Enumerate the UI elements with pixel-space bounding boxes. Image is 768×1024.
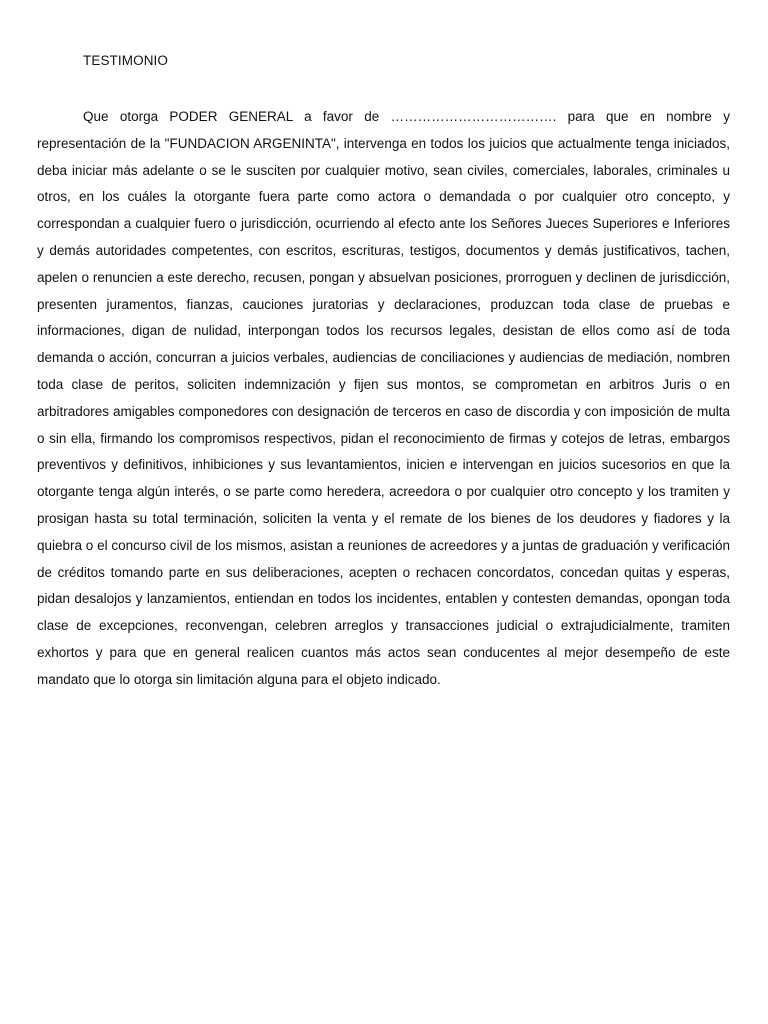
document-body-paragraph: Que otorga PODER GENERAL a favor de ………………………………. para que en nombre y representación de la "FUNDACION ARGENINTA", intervenga en todos los juicios que actualmente tenga iniciados, deba iniciar más adelante o se le susciten por cualquier motivo, sean civiles, comerciales, laborales, criminales u otros, en los cuáles la otorgante fuera parte como actora o demandada o por cualquier otro concepto, y correspondan a cualquier fuero o jurisdicción, ocurriendo al efecto ante los Señores Jueces Superiores e Inferiores y demás autoridades competentes, con escritos, escrituras, testigos, documentos y demás justificativos, tachen, apelen o renuncien a este derecho, recusen, pongan y absuelvan posiciones, prorroguen y declinen de jurisdicción, presenten juramentos, fianzas, cauciones juratorias y declaraciones, produzcan toda clase de pruebas e informaciones, digan de nulidad, interpongan todos los recursos legales, desistan de ellos como así de toda demanda o acción, concurran a juicios verbales, audiencias de conciliaciones y audiencias de mediación, nombren toda clase de peritos, soliciten indemnización y fijen sus montos, se comprometan en arbitros Juris o en arbitradores amigables componedores con designación de terceros en caso de discordia y con imposición de multa o sin ella, firmando los compromisos respectivos, pidan el reconocimiento de firmas y cotejos de letras, embargos preventivos y definitivos, inhibiciones y sus levantamientos, inicien e intervengan en juicios sucesorios en que la otorgante tenga algún interés, o se parte como heredera, acreedora o por cualquier otro concepto y los tramiten y prosigan hasta su total terminación, soliciten la venta y el remate de los bienes de los deudores y fiadores y la quiebra o el concurso civil de los mismos, asistan a reuniones de acreedores y a juntas de graduación y verificación de créditos tomando parte en sus deliberaciones, acepten o rechacen concordatos, concedan quitas y esperas, pidan desalojos y lanzamientos, entiendan en todos los incidentes, entablen y contesten demandas, opongan toda clase de excepciones, reconvengan, celebren arreglos y transacciones judicial o extrajudicialmente, tramiten exhortos y para que en general realicen cuantos más actos sean conducentes al mejor desempeño de este mandato que lo otorga sin limitación alguna para el objeto indicado. xyxy=(37,109,730,687)
document-title: TESTIMONIO xyxy=(83,53,168,68)
